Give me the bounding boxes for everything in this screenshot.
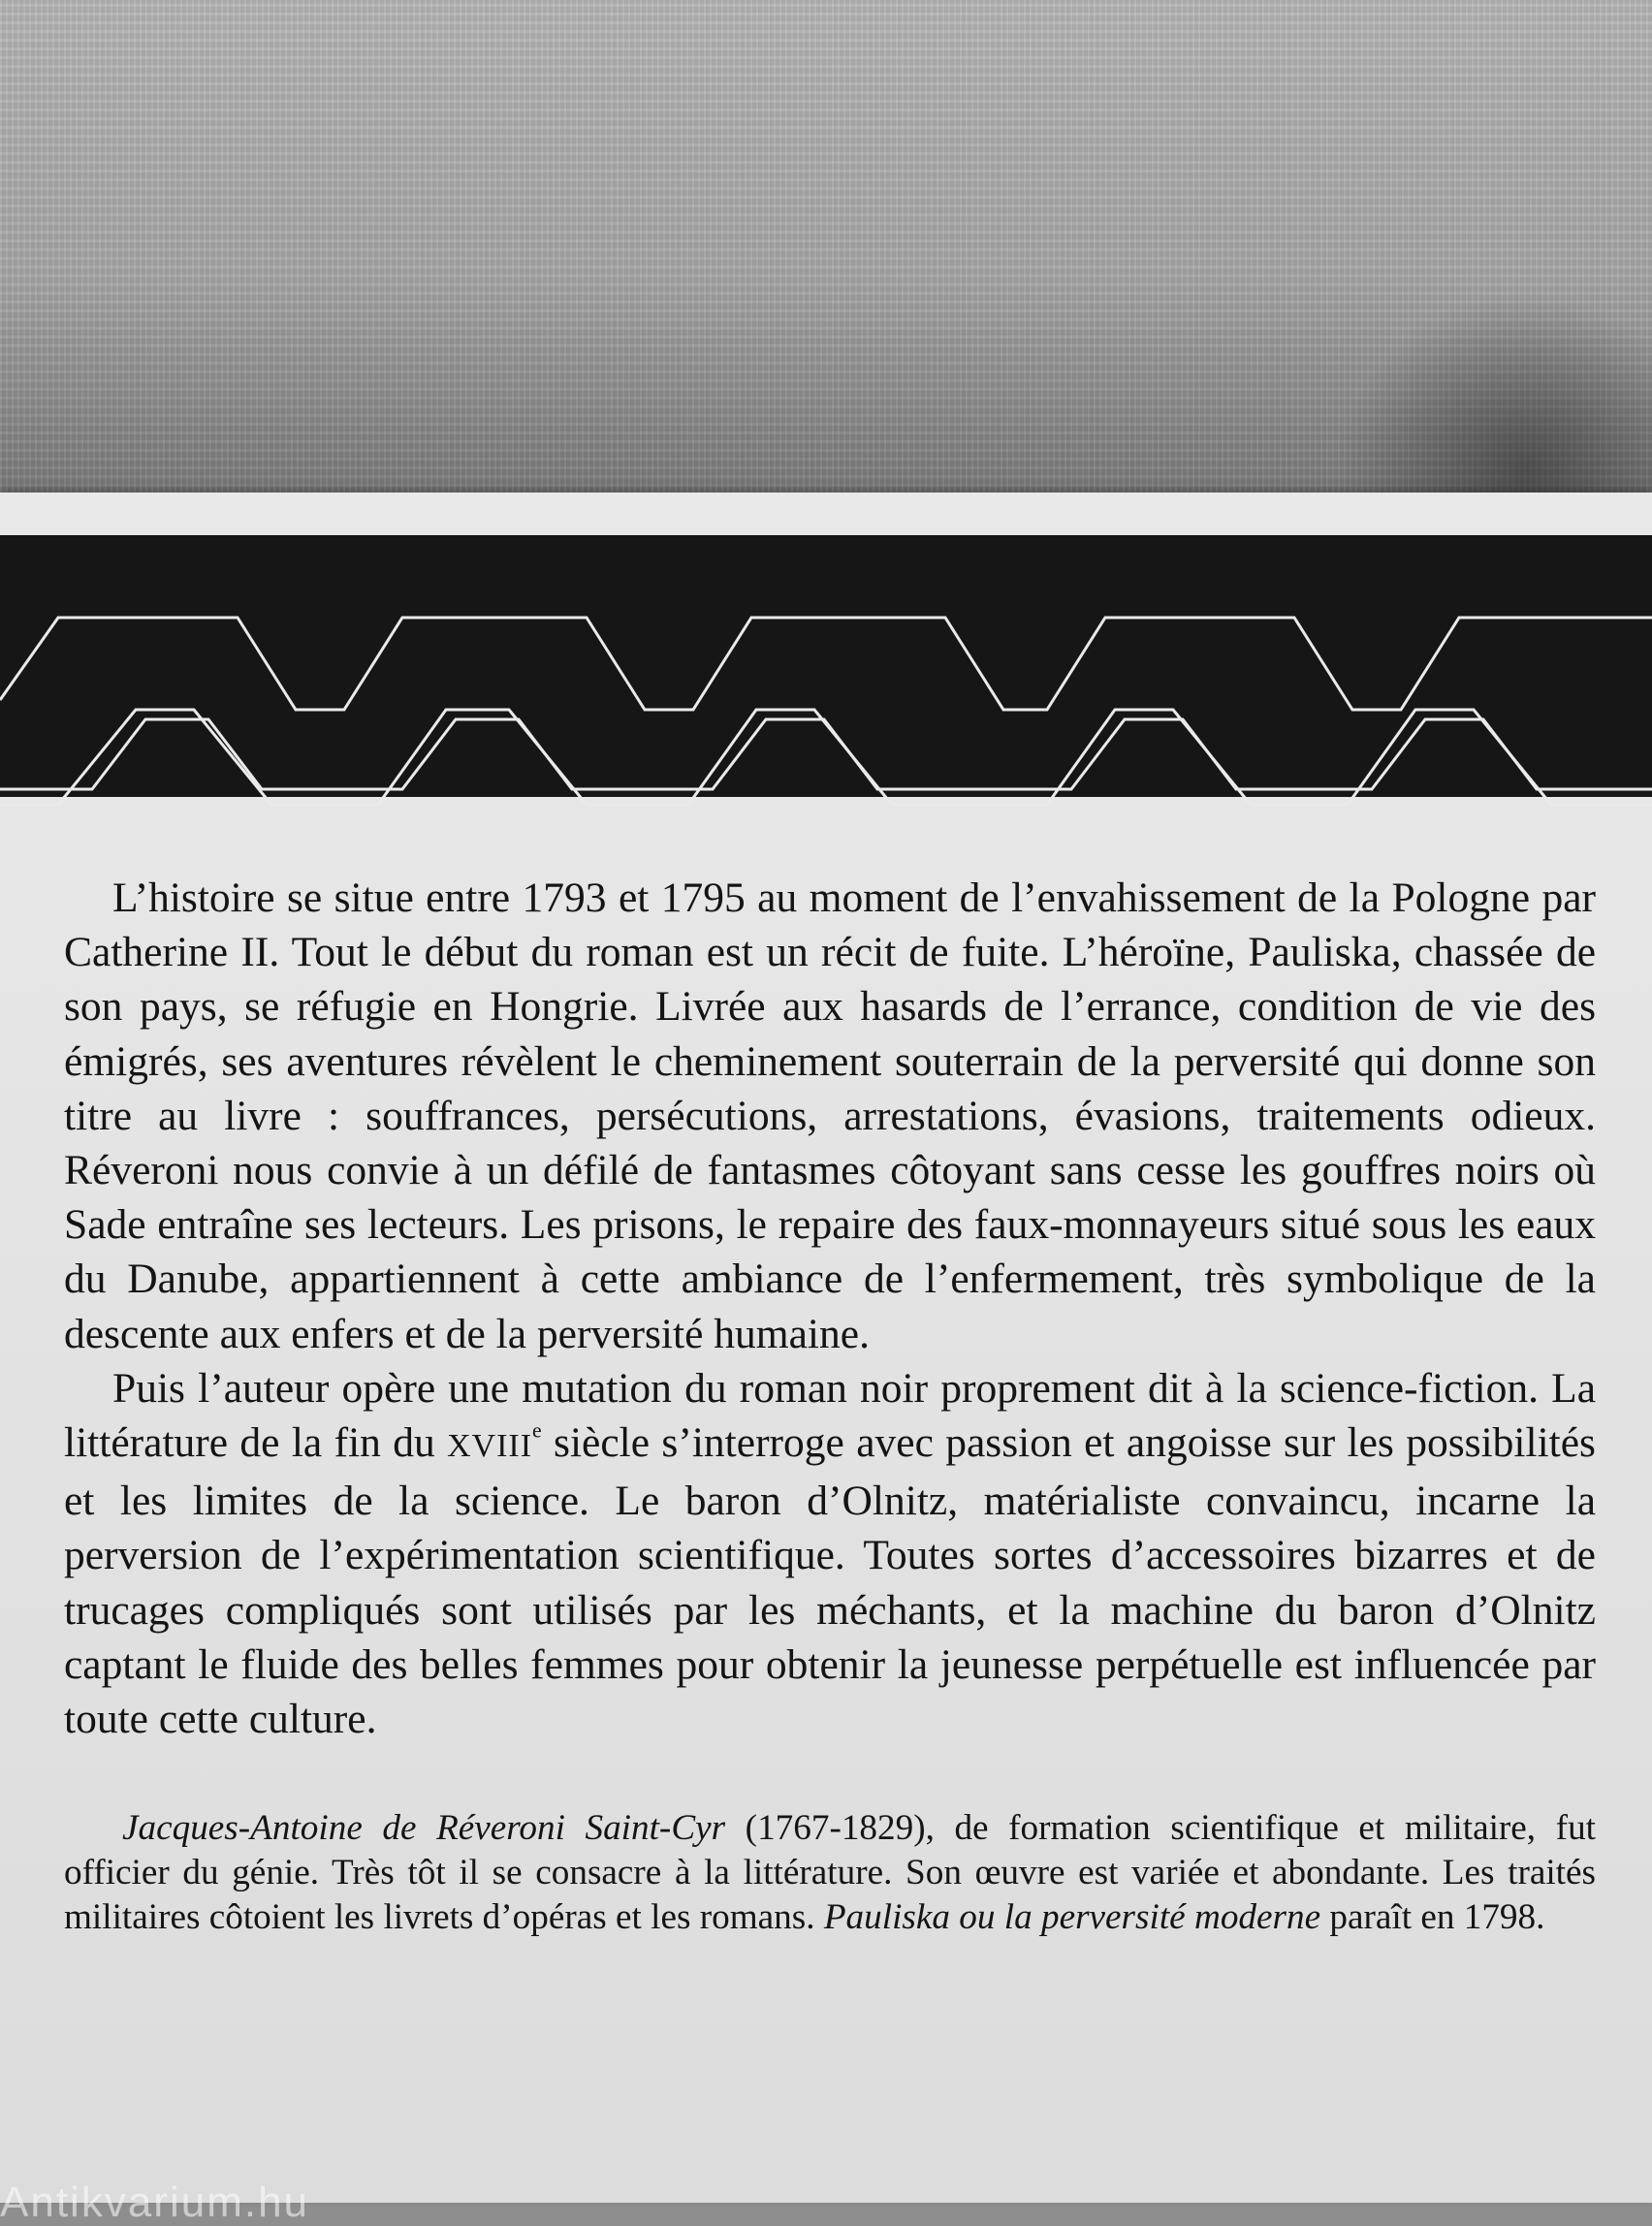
century-superscript: e [532,1418,542,1443]
author-name: Jacques-Antoine de Réveroni Saint-Cyr [122,1808,726,1849]
watermark: Antikvarium.hu [0,2178,310,2226]
blurb-text [64,871,1596,1940]
paragraph-2-start: Puis l’auteur opère une mutation du roman noir proprement dit à la science-fiction. La littérature de la fin du [64,1364,1596,1467]
zigzag-upper-line [0,618,1652,710]
book-title: Pauliska ou la perversité moderne [823,1897,1321,1938]
book-back-cover [0,493,1652,2226]
century-numeral: XVIII [447,1428,533,1465]
zigzag-ornament [0,535,1652,797]
author-bio [64,1806,1596,1940]
background-shadow [1338,291,1652,514]
author-bio-text-1: (1767-1829), de formation scientifique et militaire, fut officier du génie. Très tôt il se consacre à la littérature. Son œuvre est variée et abondante. Les traités militaires côtoient les livrets d’opéras et les romans. [64,1808,1596,1938]
decorative-zigzag-band [0,535,1652,797]
paragraph-2 [64,1361,1596,1746]
zigzag-inner-line [0,719,1652,789]
paragraph-2-end: siècle s’interroge avec passion et angoisse sur les possibilités et les limites de la science. Le baron d’Olnitz, matérialiste convaincu, incarne la perversion de l’expérimentation scientifique. Toutes sortes d’accessoires bizarres et de trucages compliqués sont utilisés par les méchants, et la machine du baron d’Olnitz captant le fluide des belles femmes pour obtenir la jeunesse perpétuelle est influencée par toute cette culture. [64,1419,1596,1743]
author-bio-text-2: paraît en 1798. [1320,1897,1545,1938]
paragraph-1: L’histoire se situe entre 1793 et 1795 au moment de l’envahissement de la Pologne par Catherine II. Tout le début du roman est un récit de fuite. L’héroïne, Pauliska, chassée de son pays, se réfugie en Hongrie. Livrée aux hasards de l’errance, condition de vie des émigrés, ses aventures révèlent le cheminement souterrain de la perversité qui donne son titre au livre : souffrances, persécutions, arrestations, évasions, traitements odieux. Réveroni nous convie à un défilé de fantasmes côtoyant sans cesse les gouffres noirs où Sade entraîne ses lecteurs. Les prisons, le repaire des faux-monnayeurs situé sous les eaux du Danube, appartiennent à cette ambiance de l’enfermement, très symbolique de la descente aux enfers et de la perversité humaine. [64,874,1596,1357]
